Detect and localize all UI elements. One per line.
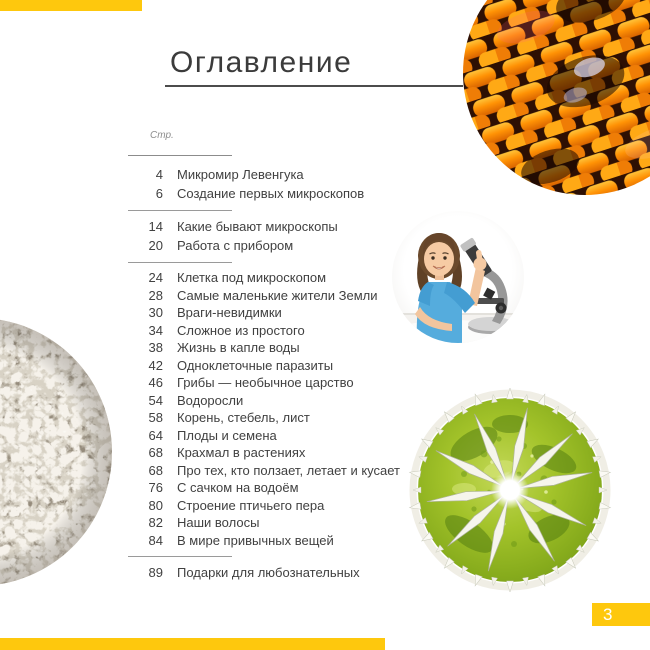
toc-row xyxy=(128,409,428,427)
green-alga-photo xyxy=(404,384,616,596)
toc-item-label: Клетка под микроскопом xyxy=(177,270,327,286)
toc-group xyxy=(128,217,428,255)
toc-row xyxy=(128,462,428,480)
toc-row xyxy=(128,497,428,515)
section-divider xyxy=(128,210,232,211)
toc-row xyxy=(128,287,428,305)
toc-item-label: Строение птичьего пера xyxy=(177,497,325,513)
toc-item-label: Подарки для любознательных xyxy=(177,565,360,580)
toc-page-number: 14 xyxy=(148,219,163,234)
toc-page-number: 76 xyxy=(148,480,163,496)
green-alga-image xyxy=(404,384,616,596)
toc-page-number: 80 xyxy=(148,497,163,513)
toc-row xyxy=(128,304,428,322)
toc-row xyxy=(128,532,428,550)
toc-page-number: 6 xyxy=(155,186,163,201)
toc-item-label: Одноклеточные паразиты xyxy=(177,357,334,373)
toc-page-number: 34 xyxy=(148,322,163,338)
toc-row xyxy=(128,427,428,445)
table-of-contents xyxy=(128,130,428,582)
toc-group xyxy=(128,563,428,582)
top-accent-bar xyxy=(0,0,142,11)
toc-page-number: 68 xyxy=(148,445,163,461)
toc-item-label: Водоросли xyxy=(177,392,244,408)
toc-row xyxy=(128,374,428,392)
toc-page-number: 89 xyxy=(148,565,163,580)
toc-page-number: 42 xyxy=(148,357,163,373)
toc-row xyxy=(128,392,428,410)
toc-item-label: Наши волосы xyxy=(177,515,260,531)
toc-item-label: Плоды и семена xyxy=(177,427,277,443)
toc-page-number: 82 xyxy=(148,515,163,531)
toc-groups xyxy=(128,165,428,582)
toc-row xyxy=(128,184,428,203)
toc-row xyxy=(128,217,428,236)
toc-item-label: Какие бывают микроскопы xyxy=(177,219,338,234)
bottom-accent-bar xyxy=(0,638,385,650)
toc-item-label: Самые маленькие жители Земли xyxy=(177,287,378,303)
toc-row xyxy=(128,269,428,287)
toc-page-number: 68 xyxy=(148,462,163,478)
toc-page-number: 30 xyxy=(148,305,163,321)
toc-item-label: В мире привычных вещей xyxy=(177,532,334,548)
toc-group xyxy=(128,165,428,203)
toc-row xyxy=(128,322,428,340)
toc-row xyxy=(128,165,428,184)
butterfly-scales-image xyxy=(463,0,650,195)
toc-item-label: Враги-невидимки xyxy=(177,305,282,321)
toc-item-label: Сложное из простого xyxy=(177,322,305,338)
butterfly-scales-photo xyxy=(463,0,650,195)
toc-item-label: Крахмал в растениях xyxy=(177,445,306,461)
toc-page-number: 54 xyxy=(148,392,163,408)
toc-page-number: 58 xyxy=(148,410,163,426)
toc-item-label: Про тех, кто ползает, летает и кусает xyxy=(177,462,400,478)
toc-page-number: 20 xyxy=(148,238,163,253)
page-number-badge: 3 xyxy=(592,603,650,626)
toc-item-label: Работа с прибором xyxy=(177,238,294,253)
toc-page-number: 84 xyxy=(148,532,163,548)
sponge-texture-photo xyxy=(0,318,112,586)
toc-item-label: С сачком на водоём xyxy=(177,480,299,496)
toc-page-number: 4 xyxy=(155,167,163,182)
toc-item-label: Создание первых микроскопов xyxy=(177,186,365,201)
toc-row xyxy=(128,444,428,462)
toc-row xyxy=(128,236,428,255)
page-column-header: Стр. xyxy=(150,130,174,141)
section-divider xyxy=(128,556,232,557)
toc-row xyxy=(128,514,428,532)
section-divider xyxy=(128,262,232,263)
toc-row xyxy=(128,357,428,375)
toc-row xyxy=(128,339,428,357)
toc-row xyxy=(128,479,428,497)
toc-page-number: 24 xyxy=(148,270,163,286)
toc-item-label: Грибы — необычное царство xyxy=(177,375,354,391)
toc-page-number: 64 xyxy=(148,427,163,443)
toc-page-number: 28 xyxy=(148,287,163,303)
toc-item-label: Микромир Левенгука xyxy=(177,167,304,182)
toc-item-label: Корень, стебель, лист xyxy=(177,410,310,426)
header-divider xyxy=(128,155,232,156)
sponge-texture-image xyxy=(0,318,112,586)
page-title: Оглавление xyxy=(170,46,353,79)
toc-row xyxy=(128,563,428,582)
toc-page-number: 38 xyxy=(148,340,163,356)
toc-page-number: 46 xyxy=(148,375,163,391)
toc-group xyxy=(128,269,428,549)
title-underline xyxy=(165,85,463,87)
toc-item-label: Жизнь в капле воды xyxy=(177,340,300,356)
